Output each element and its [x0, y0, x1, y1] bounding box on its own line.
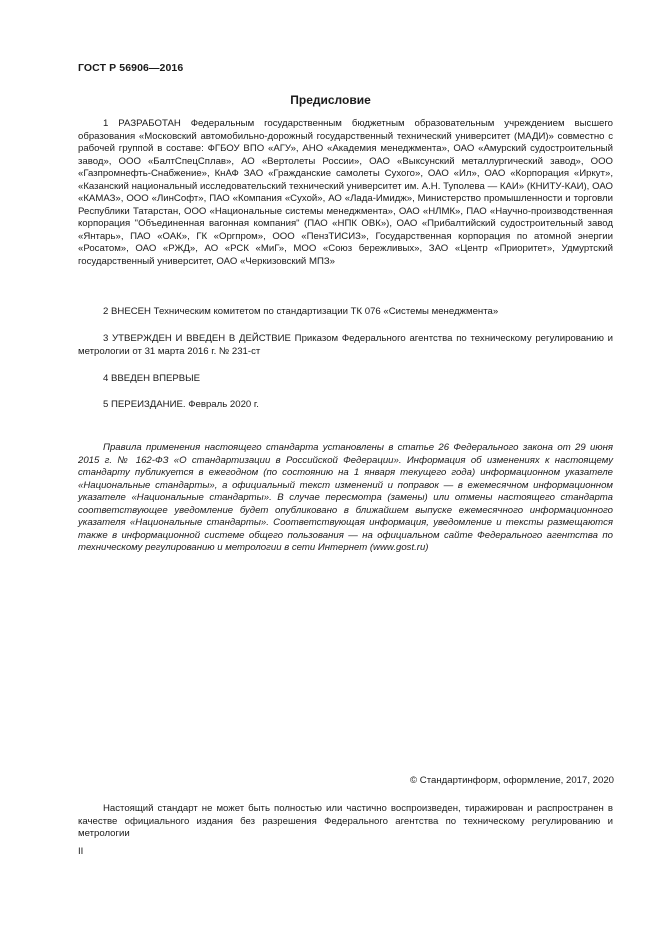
foreword-item-5: [78, 399, 613, 412]
reproduction-notice: [78, 803, 613, 841]
foreword-item-text: 3 УТВЕРЖДЕН И ВВЕДЕН В ДЕЙСТВИЕ Приказом Федерального агентства по техническому регулированию и метрологии от 31 марта 2016 г. № 231-ст: [78, 333, 613, 357]
page-number: II: [78, 846, 84, 857]
reproduction-notice-text: Настоящий стандарт не может быть полностью или частично воспроизведен, тиражирован и распространен в качестве официального издания без разрешения Федерального агентства по техническому регулированию и метрологии: [78, 803, 613, 839]
foreword-item-4: [78, 373, 613, 386]
standard-number: ГОСТ Р 56906—2016: [78, 62, 184, 74]
copyright-line: © Стандартинформ, оформление, 2017, 2020: [410, 775, 614, 786]
foreword-item-text: 5 ПЕРЕИЗДАНИЕ. Февраль 2020 г.: [103, 399, 259, 410]
foreword-item-1: [78, 118, 613, 268]
foreword-item-2: [78, 306, 613, 319]
application-notice-text: Правила применения настоящего стандарта установлены в статье 26 Федерального закона от 29 июня 2015 г. № 162-ФЗ «О стандартизации в Российской Федерации». Информация об изменениях к настоящему стандарту публикуется в ежегодном (по состоянию на 1 января текущего года) информационном указателе «Национальные стандарты», а официальный текст изменений и поправок — в ежемесячном информационном указателе «Национальные стандарты». В случае пересмотра (замены) или отмены настоящего стандарта соответствующее уведомление будет опубликовано в ближайшем выпуске ежемесячного информационного указателя «Национальные стандарты». Соответствующая информация, уведомление и тексты размещаются также в информационной системе общего пользования — на официальном сайте Федерального агентства по техническому регулированию и метрологии в сети Интернет (www.gost.ru): [78, 442, 613, 553]
foreword-item-3: [78, 333, 613, 358]
section-title: Предисловие: [290, 93, 371, 107]
application-notice: [78, 442, 613, 555]
foreword-item-text: 4 ВВЕДЕН ВПЕРВЫЕ: [103, 373, 201, 384]
foreword-item-text: 2 ВНЕСЕН Техническим комитетом по стандартизации ТК 076 «Системы менеджмента»: [103, 306, 499, 317]
foreword-item-text: 1 РАЗРАБОТАН Федеральным государственным бюджетным образовательным учреждением высшего образования «Московский автомобильно-дорожный государственный технический университет (МАДИ)» совместно с рабочей группой в составе: ФГБОУ ВПО «АГУ», АНО «Академия менеджмента», ОАО «Амурский судостроительный завод», ООО «БалтСпецСплав», АО «Вертолеты России», ОАО «Выксунский металлургический завод», ООО «Газпромнефть-Снабжение», КнАФ ЗАО «Гражданские самолеты Сухого», ОАО «Ил», ОАО «Корпорация «Иркут», «Казанский национальный исследовательский технический университет им. А.Н. Туполева — КАИ» (КНИТУ-КАИ), ОАО «КАМАЗ», ООО «ЛинСофт», ПАО «Компания «Сухой», АО «Лада-Имидж», Министерство промышленности и торговли Республики Татарстан, ООО «Национальные системы менеджмента», ОАО «НЛМК», ПАО «Научно-производственная корпорация "Объединенная вагонная компания" (ПАО «НПК ОВК»), ОАО «Прибалтийский судостроительный завод «Янтарь», ПАО «ОАК», ГК «Оргпром», ООО «ПензТИСИЗ», Государственная корпорация по атомной энергии «Росатом», ОАО «РЖД», АО «РСК «МиГ», МОО «Союз бережливых», ЗАО «Центр «Приоритет», Удмуртский государственный университет, ОАО «Черкизовский МПЗ»: [78, 118, 613, 267]
